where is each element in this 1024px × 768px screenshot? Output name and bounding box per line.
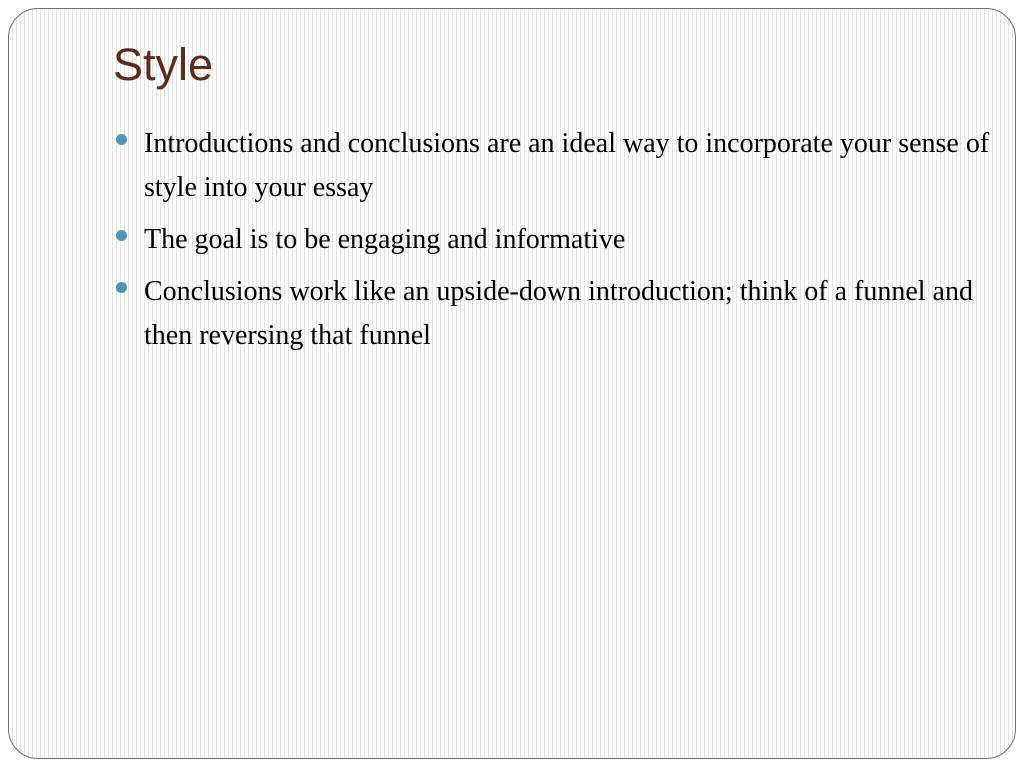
bullet-dot-icon	[116, 230, 127, 241]
bullet-list	[113, 122, 993, 366]
bullet-item	[113, 218, 993, 262]
bullet-item	[113, 270, 993, 358]
slide-canvas	[8, 8, 1016, 759]
bullet-item	[113, 122, 993, 210]
bullet-text: Introductions and conclusions are an ideal way to incorporate your sense of style into your essay	[144, 128, 990, 203]
bullet-dot-icon	[116, 282, 127, 293]
bullet-text: The goal is to be engaging and informative	[144, 224, 626, 255]
slide-title: Style	[113, 39, 214, 90]
bullet-text: Conclusions work like an upside-down introduction; think of a funnel and then reversing that funnel	[144, 276, 973, 351]
bullet-dot-icon	[116, 134, 127, 145]
